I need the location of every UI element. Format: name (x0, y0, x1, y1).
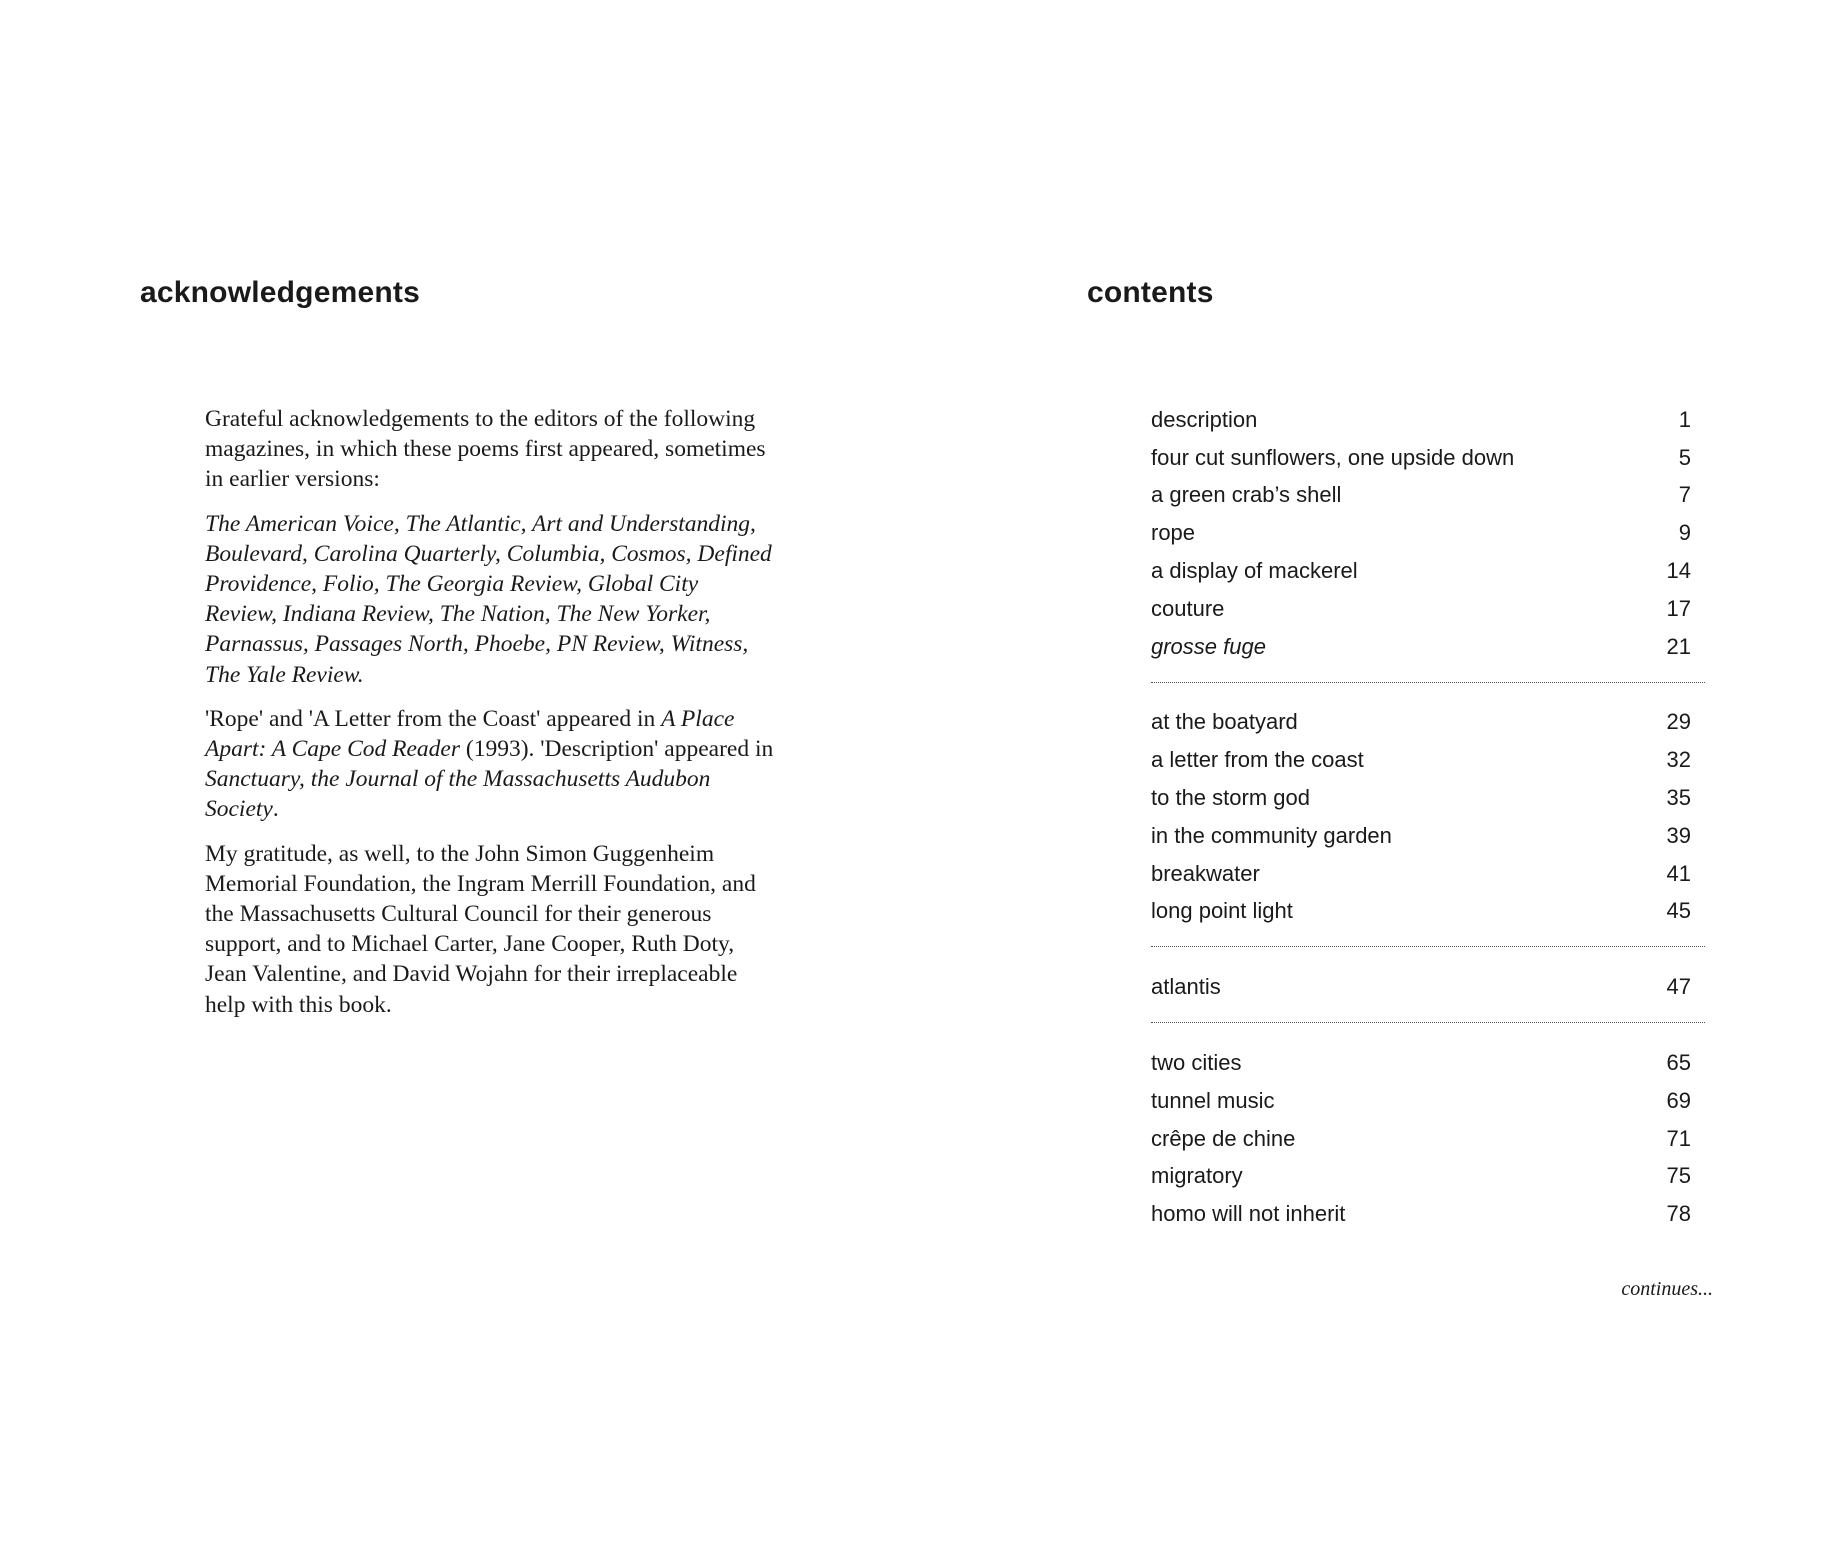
toc-entry (1151, 1044, 1705, 1082)
gratitude-paragraph: My gratitude, as well, to the John Simon Guggenheim Memorial Foundation, the Ingram Merrill Foundation, and the Massachusetts Cultural Council for their generous support, and to Michael Carter, Jane Cooper, Ruth Doty, Jean Valentine, and David Wojahn for their irreplaceable help with this book. (205, 840, 756, 1018)
toc-entry-title: to the storm god (1151, 785, 1310, 811)
toc-entry-page: 1 (1678, 406, 1691, 432)
toc-section (1151, 704, 1705, 931)
toc-entry-title: two cities (1151, 1050, 1242, 1076)
toc-entry-page: 41 (1666, 860, 1691, 886)
section-divider (1151, 1022, 1705, 1023)
toc-entry-title: a green crab’s shell (1151, 482, 1342, 508)
journal-title: Sanctuary, the Journal of the Massachusetts Audubon Society (205, 766, 711, 823)
toc-entry-page: 32 (1666, 747, 1691, 773)
toc-entry-title: long point light (1151, 898, 1293, 924)
toc-entry (1151, 704, 1705, 742)
toc-entry-title: couture (1151, 595, 1225, 621)
toc-entry-title: homo will not inherit (1151, 1201, 1346, 1227)
toc-entry-title: four cut sunflowers, one upside down (1151, 444, 1515, 470)
toc-entry (1151, 401, 1705, 439)
toc-entry-page: 39 (1666, 822, 1691, 848)
toc-entry-title: atlantis (1151, 974, 1221, 1000)
toc-entry (1151, 590, 1705, 628)
toc-entry-page: 17 (1666, 595, 1691, 621)
toc-entry (1151, 1082, 1705, 1120)
toc-entry-page: 45 (1666, 898, 1691, 924)
toc-entry-title: breakwater (1151, 860, 1260, 886)
toc-entry-title: migratory (1151, 1163, 1243, 1189)
toc-entry (1151, 855, 1705, 893)
toc-section (1151, 401, 1705, 666)
toc-entry-page: 78 (1666, 1201, 1691, 1227)
toc-entry-title: description (1151, 406, 1258, 432)
acknowledgements-body (205, 404, 775, 1034)
toc-entry-page: 14 (1666, 558, 1691, 584)
toc-entry-page: 21 (1666, 633, 1691, 659)
toc-entry (1151, 968, 1705, 1006)
reprint-text-3: . (272, 796, 279, 823)
magazine-list (205, 509, 775, 690)
magazine-titles: The American Voice, The Atlantic, Art and Understanding, Boulevard, Carolina Quarterly, Columbia, Cosmos, Defined Providence, Folio, The Georgia Review, Global City Review, Indiana Review, The Nation, The New Yorker, Parnassus, Passages North, Phoebe, PN Review, Witness, The Yale Review. (205, 510, 772, 688)
toc-entry-page: 29 (1666, 709, 1691, 735)
acknowledgements-heading: acknowledgements (140, 276, 420, 309)
section-divider (1151, 682, 1705, 683)
toc-entry (1151, 1120, 1705, 1158)
toc-entry (1151, 439, 1705, 477)
toc-entry-title: at the boatyard (1151, 709, 1298, 735)
toc-entry (1151, 893, 1705, 931)
toc-entry (1151, 477, 1705, 515)
toc-entry (1151, 1195, 1705, 1233)
toc-entry (1151, 552, 1705, 590)
toc-entry-page: 75 (1666, 1163, 1691, 1189)
table-of-contents (1151, 401, 1705, 1233)
toc-entry (1151, 817, 1705, 855)
toc-entry-title: in the community garden (1151, 822, 1392, 848)
reprint-text-2: (1993). 'Description' appeared in (460, 736, 774, 763)
toc-entry (1151, 628, 1705, 666)
toc-entry-title: a letter from the coast (1151, 747, 1364, 773)
toc-entry-page: 9 (1678, 520, 1691, 546)
toc-entry-page: 7 (1678, 482, 1691, 508)
toc-entry-title: a display of mackerel (1151, 558, 1358, 584)
toc-entry-title: crêpe de chine (1151, 1125, 1296, 1151)
toc-entry-title: rope (1151, 520, 1196, 546)
toc-entry-page: 65 (1666, 1050, 1691, 1076)
toc-section (1151, 1044, 1705, 1233)
section-divider (1151, 946, 1705, 947)
reprint-note (205, 704, 775, 825)
toc-entry (1151, 1158, 1705, 1196)
toc-entry-page: 71 (1666, 1125, 1691, 1151)
toc-entry-page: 5 (1678, 444, 1691, 470)
contents-heading: contents (1087, 276, 1214, 309)
toc-entry-title: tunnel music (1151, 1087, 1275, 1113)
toc-entry-title: grosse fuge (1151, 633, 1266, 659)
toc-entry (1151, 779, 1705, 817)
toc-section (1151, 968, 1705, 1006)
toc-entry (1151, 741, 1705, 779)
reprint-text-1: 'Rope' and 'A Letter from the Coast' appeared in (205, 705, 662, 732)
continues-note: continues... (1621, 1278, 1713, 1300)
toc-entry-page: 69 (1666, 1087, 1691, 1113)
toc-entry-page: 47 (1666, 974, 1691, 1000)
acknowledgements-intro: Grateful acknowledgements to the editors of the following magazines, in which these poems first appeared, sometimes in earlier versions: (205, 406, 766, 493)
book-title: A Place Apart: A Cape Cod Reader (205, 705, 735, 763)
toc-entry-page: 35 (1666, 785, 1691, 811)
toc-entry (1151, 514, 1705, 552)
